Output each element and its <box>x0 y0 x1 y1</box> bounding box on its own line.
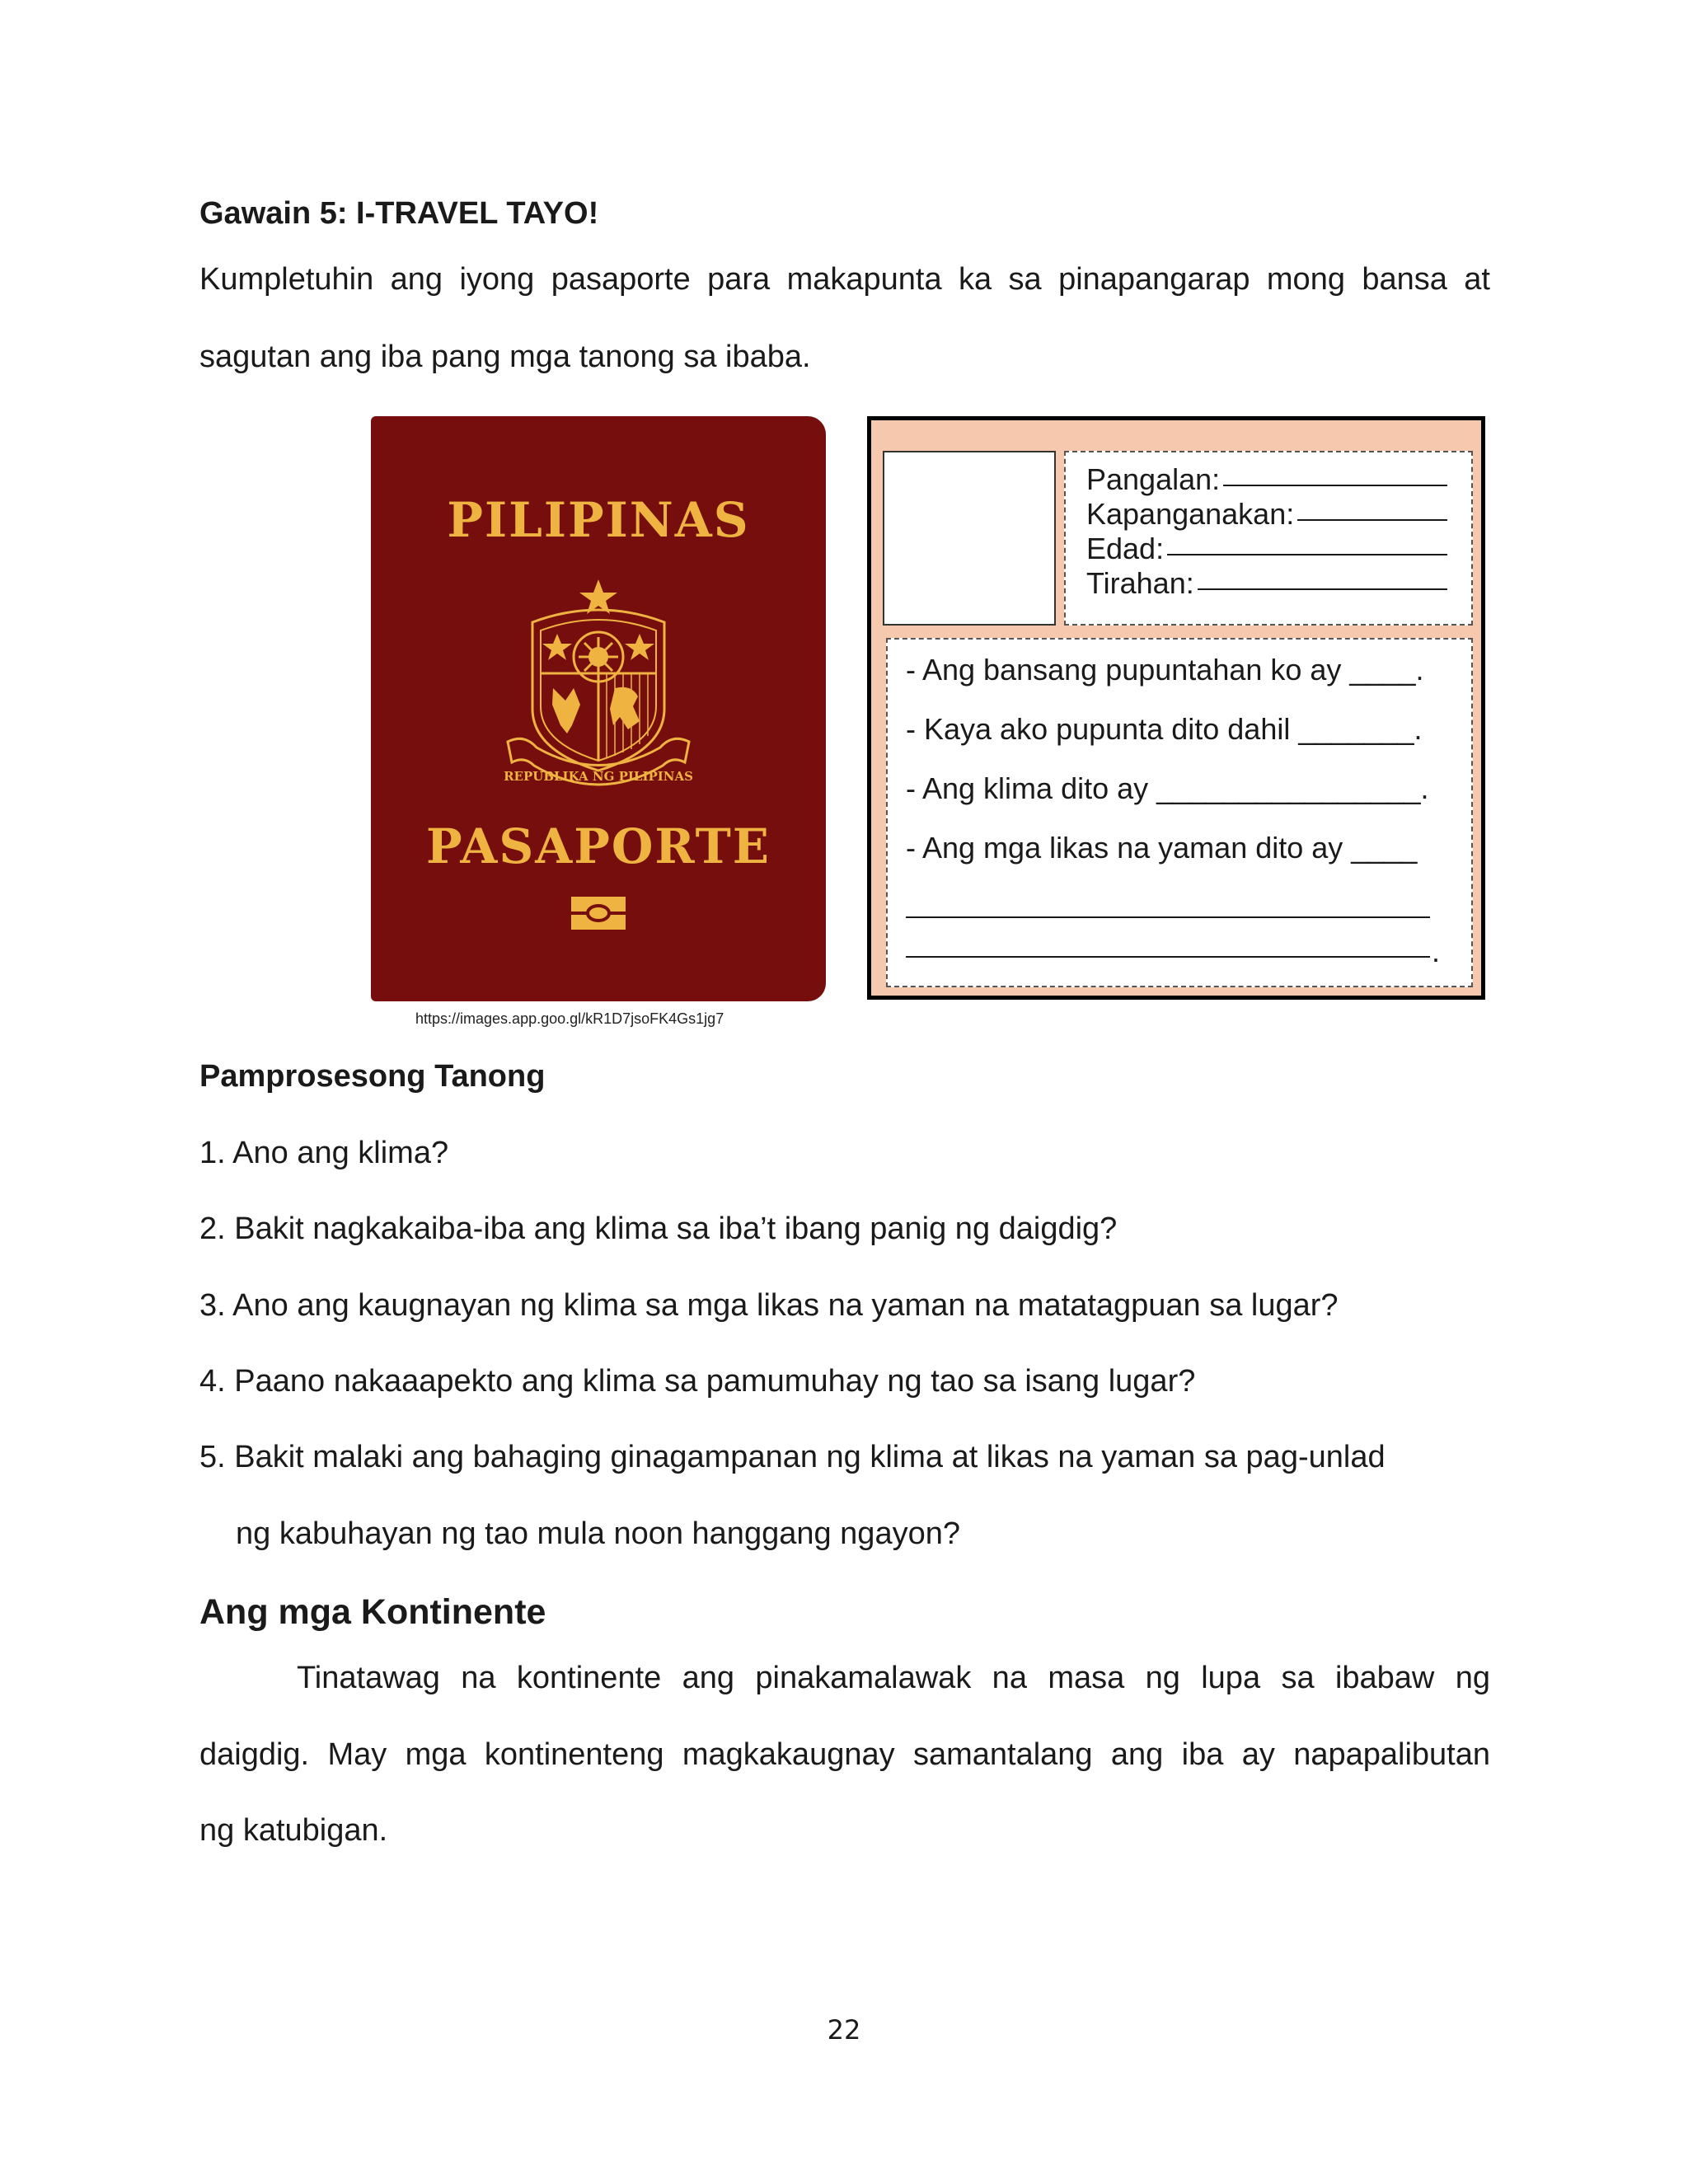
question-5-continued: ng kabuhayan ng tao mula noon hanggang ngayon? <box>236 1516 960 1551</box>
page-number: 22 <box>827 2014 861 2046</box>
activity-title: Gawain 5: I-TRAVEL TAYO! <box>199 196 599 231</box>
prompt-reason[interactable]: - Kaya ako pupunta dito dahil _______. <box>906 712 1423 746</box>
instruction-line-2: sagutan ang iba pang mga tanong sa ibaba. <box>199 340 811 374</box>
field-label: Tirahan: <box>1086 566 1194 600</box>
answer-line[interactable] <box>906 916 1430 918</box>
question-3: 3. Ano ang kaugnayan ng klima sa mga likas na yaman na matatagpuan sa lugar? <box>199 1288 1339 1323</box>
cover-title: PILIPINAS <box>447 492 750 548</box>
passport-info-page <box>867 416 1485 1000</box>
answer-line <box>1297 519 1447 521</box>
instruction-line-1: Kumpletuhin ang iyong pasaporte para makapunta ka sa pinapangarap mong bansa at <box>199 262 1490 297</box>
prompt-climate[interactable]: - Ang klima dito ay ________________. <box>906 771 1429 805</box>
answer-line <box>1223 485 1447 486</box>
image-credit: https://images.app.goo.gl/kR1D7jsoFK4Gs1jg7 <box>415 1010 724 1027</box>
question-2: 2. Bakit nagkakaiba-iba ang klima sa iba’t ibang panig ng daigdig? <box>199 1212 1118 1246</box>
prompt-destination[interactable]: - Ang bansang pupuntahan ko ay ____. <box>906 653 1424 687</box>
biometric-chip-icon <box>571 897 626 930</box>
answer-line[interactable] <box>906 956 1430 958</box>
cover-subtitle: PASAPORTE <box>426 818 771 874</box>
paragraph-line-2: daigdig. May mga kontinenteng magkakaugnay samantalang ang iba ay napapalibutan <box>199 1737 1490 1772</box>
field-label: Pangalan: <box>1086 462 1221 496</box>
section-title: Ang mga Kontinente <box>199 1592 546 1632</box>
end-period: . <box>1432 935 1441 968</box>
field-label: Edad: <box>1086 532 1165 565</box>
field-name[interactable] <box>1086 462 1447 497</box>
paragraph-line-3: ng katubigan. <box>199 1813 388 1848</box>
question-5: 5. Bakit malaki ang bahaging ginagampanan ng klima at likas na yaman sa pag-unlad <box>199 1440 1386 1474</box>
photo-box[interactable] <box>883 451 1056 626</box>
field-birth[interactable] <box>1086 497 1447 532</box>
field-label: Kapanganakan: <box>1086 497 1295 531</box>
coat-of-arms-icon <box>475 565 722 812</box>
question-4: 4. Paano nakaaapekto ang klima sa pamumuhay ng tao sa isang lugar? <box>199 1364 1196 1399</box>
paragraph-line-1: Tinatawag na kontinente ang pinakamalawak na masa ng lupa sa ibabaw ng <box>297 1661 1490 1695</box>
answer-line <box>1167 554 1447 555</box>
question-1: 1. Ano ang klima? <box>199 1136 449 1170</box>
field-age[interactable] <box>1086 532 1447 566</box>
passport-cover <box>371 416 826 1001</box>
field-address[interactable] <box>1086 566 1447 601</box>
travel-prompts-box <box>886 638 1473 987</box>
seal-text: REPUBLIKA NG PILIPINAS <box>504 769 693 784</box>
prompt-resources[interactable]: - Ang mga likas na yaman dito ay ____ <box>906 831 1418 865</box>
answer-line <box>1198 588 1447 590</box>
personal-info-fields <box>1064 451 1473 626</box>
questions-heading: Pamprosesong Tanong <box>199 1059 546 1094</box>
